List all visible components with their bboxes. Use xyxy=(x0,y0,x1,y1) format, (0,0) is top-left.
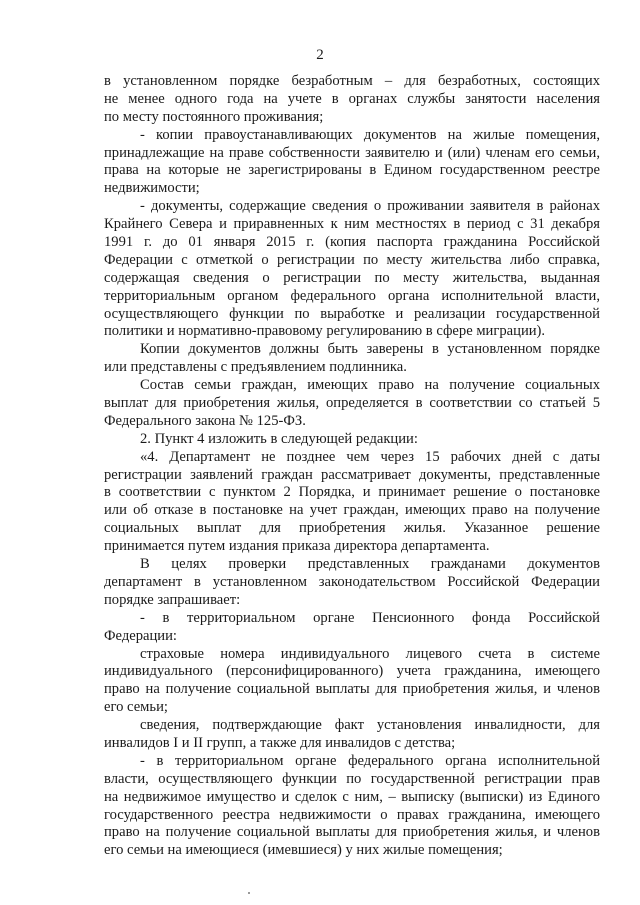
text-line: сведения, подтверждающие факт установления инвалидности, для xyxy=(140,717,600,734)
text-line: не менее одного года на учете в органах службы занятости населения xyxy=(104,90,600,107)
text-line: Крайнего Севера и приравненных к ним местностях в период с 31 декабря xyxy=(104,216,600,233)
text-line: в установленном порядке безработным – для безработных, состоящих xyxy=(104,73,600,89)
text-line: Федерального закона № 125-ФЗ. xyxy=(104,412,306,429)
text-line: по месту постоянного проживания; xyxy=(104,108,324,125)
text-line: права на которые не зарегистрированы в Едином государственном реестре xyxy=(104,162,600,179)
text-line: недвижимости; xyxy=(104,180,200,197)
text-line: государственного реестра недвижимости о правах гражданина, имеющего xyxy=(104,806,600,823)
text-line: - копии правоустанавливающих документов на жилые помещения, xyxy=(140,126,600,143)
text-line: или представлены с предъявлением подлинника. xyxy=(104,359,407,376)
text-line: на недвижимое имущество и сделок с ним, – выписку (выписки) из Единого xyxy=(104,788,600,805)
text-line: 1991 г. до 01 января 2015 г. (копия паспорта гражданина Российской xyxy=(104,234,600,251)
text-line: осуществляющего функции по выработке и реализации государственной xyxy=(104,305,600,322)
text-line: Копии документов должны быть заверены в установленном порядке xyxy=(140,341,600,358)
text-line: Федерации: xyxy=(104,627,177,644)
document-body xyxy=(104,73,600,860)
text-line: территориальным органом федерального органа исполнительной власти, xyxy=(104,287,600,304)
text-line: индивидуального (персонифицированного) учета гражданина, имеющего xyxy=(104,663,600,680)
text-line: в соответствии с пунктом 2 Порядка, и принимает решение о постановке xyxy=(104,484,600,501)
text-line: В целях проверки представленных гражданами документов xyxy=(140,556,600,573)
text-line: право на получение социальной выплаты для приобретения жилья, и членов xyxy=(104,824,600,841)
text-line: инвалидов I и II групп, а также для инвалидов с детства; xyxy=(104,734,456,751)
text-line: его семьи; xyxy=(104,699,168,716)
text-line: Состав семьи граждан, имеющих право на получение социальных xyxy=(140,377,600,394)
scan-dot-mark xyxy=(248,892,250,894)
text-line: содержащая сведения о регистрации по месту жительства, выданная xyxy=(104,269,600,286)
text-line: департамент в установленном законодательством Российской Федерации xyxy=(104,573,600,590)
page-number: 2 xyxy=(316,47,324,63)
text-line: - в территориальном органе федерального органа исполнительной xyxy=(140,752,600,769)
text-line: право на получение социальной выплаты для приобретения жилья, и членов xyxy=(104,681,600,698)
text-line: принадлежащие на праве собственности заявителю и (или) членам его семьи, xyxy=(104,144,600,161)
text-line: принимается путем издания приказа директора департамента. xyxy=(104,538,490,555)
text-line: - документы, содержащие сведения о проживании заявителя в районах xyxy=(140,198,600,215)
text-line: - в территориальном органе Пенсионного фонда Российской xyxy=(140,609,600,626)
text-line: порядке запрашивает: xyxy=(104,591,241,608)
text-line: или об отказе в постановке на учет граждан, имеющих право на получение xyxy=(104,502,600,519)
text-line: регистрации заявлений граждан рассматривает документы, представленные xyxy=(104,466,600,483)
text-line: страховые номера индивидуального лицевого счета в системе xyxy=(140,645,600,662)
text-line: политики и нормативно-правовому регулированию в сфере миграции). xyxy=(104,323,546,340)
text-line: 2. Пункт 4 изложить в следующей редакции: xyxy=(140,430,418,447)
text-line: выплат для приобретения жилья, определяется в соответствии со статьей 5 xyxy=(104,395,600,412)
text-line: его семьи на имеющиеся (имевшиеся) у них жилые помещения; xyxy=(104,842,503,859)
text-line: Федерации с отметкой о регистрации по месту жительства либо справка, xyxy=(104,251,600,268)
text-line: «4. Департамент не позднее чем через 15 рабочих дней с даты xyxy=(140,448,600,465)
text-line: власти, осуществляющего функции по государственной регистрации прав xyxy=(104,770,600,787)
text-line: социальных выплат для приобретения жилья. Указанное решение xyxy=(104,520,600,537)
